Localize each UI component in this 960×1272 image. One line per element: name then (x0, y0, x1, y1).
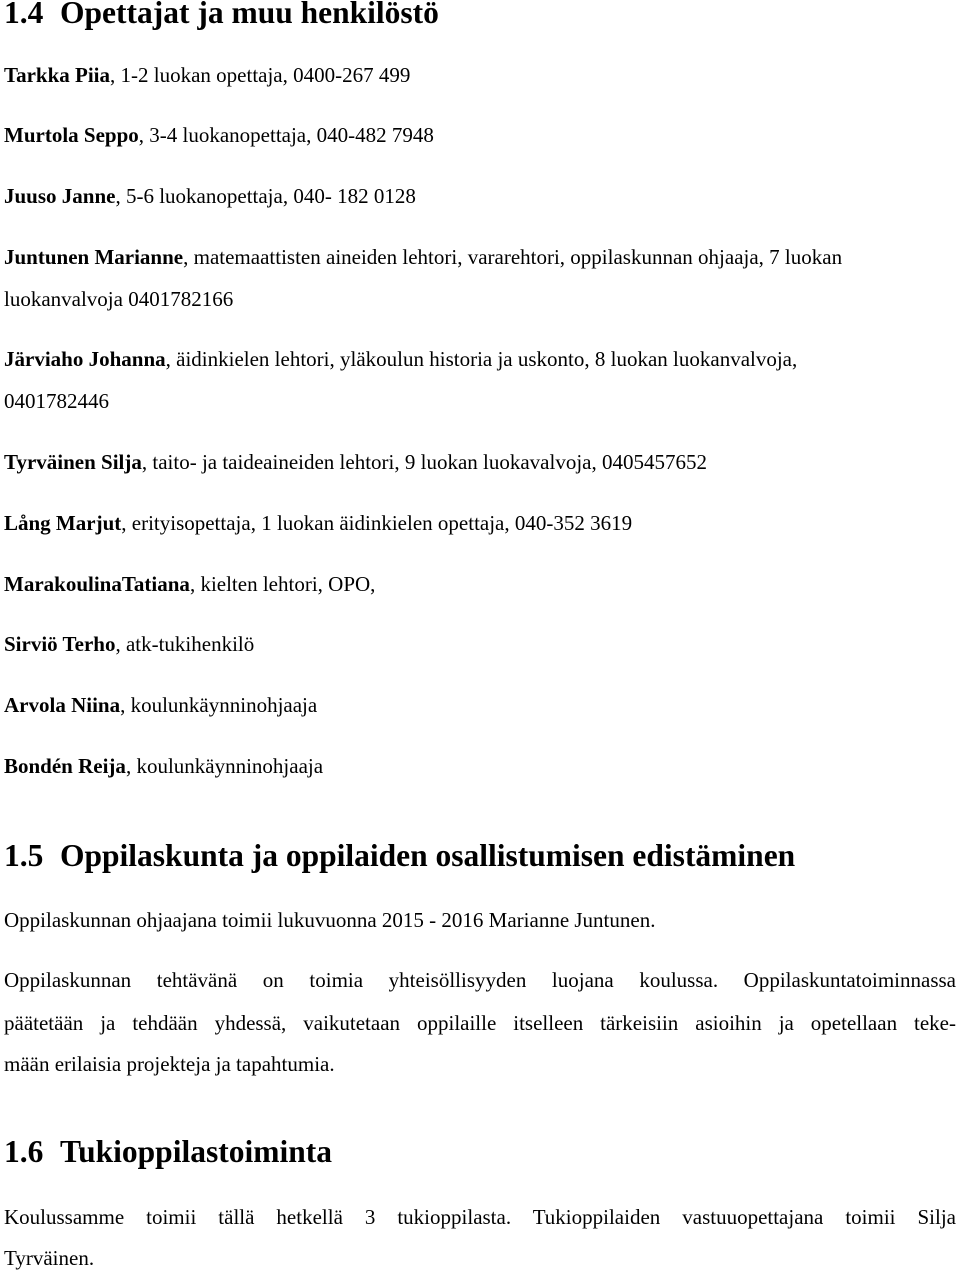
staff-details: , erityisopettaja, 1 luokan äidinkielen opettaja, 040-352 3619 (121, 511, 633, 535)
staff-details: , 1-2 luokan opettaja, 0400-267 499 (110, 63, 411, 87)
staff-details-continued: 0401782446 (4, 389, 109, 413)
section-title: Tukioppilastoiminta (60, 1134, 332, 1169)
staff-entry (4, 692, 317, 718)
staff-name: Järviaho Johanna (4, 347, 166, 371)
staff-details-continued: luokanvalvoja 0401782166 (4, 287, 234, 311)
staff-entry (4, 122, 434, 148)
section-heading-1-5 (4, 838, 796, 873)
staff-name: Bondén Reija (4, 754, 126, 778)
section-title: Opettajat ja muu henkilöstö (60, 0, 439, 30)
staff-entry (4, 449, 707, 475)
section-number: 1.4 (4, 0, 44, 30)
staff-details: , äidinkielen lehtori, yläkoulun historia ja uskonto, 8 luokan luokanvalvoja, (165, 347, 798, 371)
staff-entry (4, 753, 323, 779)
paragraph-line: Koulussamme toimii tällä hetkellä 3 tukioppilasta. Tukioppilaiden vastuuopettajana toimii Silja (4, 1205, 956, 1229)
section-number: 1.6 (4, 1134, 44, 1169)
staff-details: , atk-tukihenkilö (115, 632, 255, 656)
staff-details: , 3-4 luokanopettaja, 040-482 7948 (138, 123, 434, 147)
staff-name: Tarkka Piia (4, 63, 111, 87)
staff-details: , taito- ja taideaineiden lehtori, 9 luokan luokavalvoja, 0405457652 (141, 450, 707, 474)
paragraph: Oppilaskunnan ohjaajana toimii lukuvuonna 2015 - 2016 Marianne Juntunen. (4, 908, 656, 932)
section-number: 1.5 (4, 838, 44, 873)
staff-details: , koulunkäynninohjaaja (120, 693, 318, 717)
staff-entry (4, 62, 410, 88)
paragraph-line: mään erilaisia projekteja ja tapahtumia. (4, 1052, 335, 1076)
staff-entry (4, 631, 254, 657)
staff-name: Juuso Janne (4, 184, 116, 208)
section-heading-1-4 (4, 0, 439, 30)
staff-name: Lång Marjut (4, 511, 122, 535)
staff-entry (4, 571, 375, 597)
section-heading-1-6 (4, 1134, 332, 1169)
staff-entry (4, 244, 842, 270)
paragraph-line: Tyrväinen. (4, 1246, 95, 1270)
staff-name: Arvola Niina (4, 693, 121, 717)
staff-entry (4, 510, 632, 536)
section-title: Oppilaskunta ja oppilaiden osallistumisen edistäminen (60, 838, 796, 873)
paragraph-line: päätetään ja tehdään yhdessä, vaikutetaan oppilaille itselleen tärkeisiin asioihin ja opetellaan teke- (4, 1011, 956, 1035)
staff-details: , matemaattisten aineiden lehtori, vararehtori, oppilaskunnan ohjaaja, 7 luokan (183, 245, 843, 269)
staff-name: Juntunen Marianne (4, 245, 184, 269)
staff-details: , 5-6 luokanopettaja, 040- 182 0128 (115, 184, 416, 208)
staff-entry (4, 346, 797, 372)
staff-entry (4, 183, 416, 209)
staff-name: Murtola Seppo (4, 123, 139, 147)
staff-name: MarakoulinaTatiana (4, 572, 190, 596)
staff-details: , kielten lehtori, OPO, (189, 572, 376, 596)
staff-name: Tyrväinen Silja (4, 450, 142, 474)
staff-details: , koulunkäynninohjaaja (125, 754, 324, 778)
staff-name: Sirviö Terho (4, 632, 116, 656)
paragraph-line: Oppilaskunnan tehtävänä on toimia yhteisöllisyyden luojana koulussa. Oppilaskuntatoiminnassa (4, 968, 956, 992)
